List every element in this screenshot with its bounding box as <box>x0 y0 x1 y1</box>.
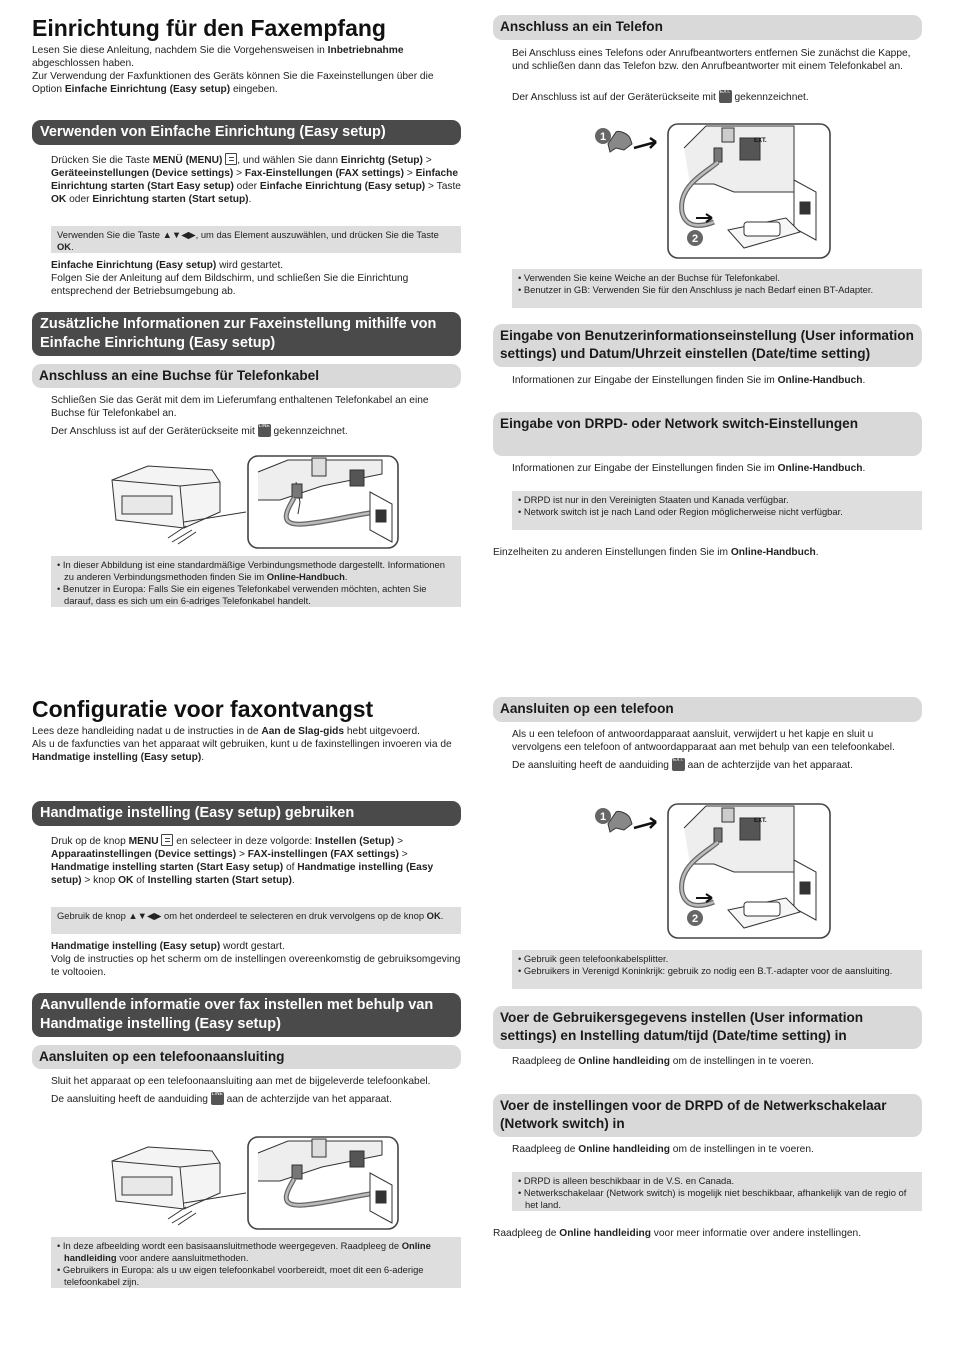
intro-paragraph: Lees deze handleiding nadat u de instructies in de Aan de Slag-gids hebt uitgevoerd. Als u de faxfuncties van het apparaat wilt gebruiken, kunt u de faxinstellingen invoeren via de Handmatige instelling (Easy setup). <box>32 726 452 763</box>
intro-paragraph: Lesen Sie diese Anleitung, nachdem Sie die Vorgehensweisen in Inbetriebnahme abgeschlossen haben. Zur Verwendung der Faxfunktionen des Geräts können Sie die Faxeinstellungen über die Option Einfache Einrichtung (Easy setup) eingeben. <box>32 45 434 95</box>
note-box: • In dieser Abbildung ist eine standardmäßige Verbindungsmethode dargestellt. Informationen zu anderen Verbindungsmethoden finden Sie im Online-Handbuch. • Benutzer in Europa: Falls Sie ein eigenes Telefonkabel verwenden möchten, achten Sie darauf, dass es sich um ein 6-adriges Telefonkabel handelt. <box>51 556 461 607</box>
step-2-label: 2 <box>691 233 699 245</box>
note-box: • DRPD ist nur in den Vereinigten Staaten und Kanada verfügbar. • Network switch ist je nach Land oder Region möglicherweise nicht verfügbar. <box>512 491 922 530</box>
subsection-header-drpd: Eingabe von DRPD- oder Network switch-Einstellungen <box>493 412 922 456</box>
note-box: • DRPD is alleen beschikbaar in de V.S. en Canada. • Netwerkschakelaar (Network switch) is mogelijk niet beschikbaar, afhankelijk van de regio of het land. <box>512 1172 922 1211</box>
section-header-easy-setup: Handmatige instelling (Easy setup) gebruiken <box>32 801 461 826</box>
step-1-label: 1 <box>599 811 607 823</box>
page-title: Configuratie voor faxontvangst <box>32 696 374 722</box>
easy-setup-instructions: Druk op de knop MENU en selecteer in deze volgorde: Instellen (Setup) > Apparaatinstellingen (Device settings) > FAX-instellingen (FAX settings) > Handmatige instelling starten (Start Easy setup) of Handmatige instelling (Easy setup) > knop OK of Instelling starten (Start setup). <box>51 836 434 886</box>
user-info-text: Informationen zur Eingabe der Einstellungen finden Sie im Online-Handbuch. <box>512 375 866 386</box>
arrow-keys-icon: ▲▼◀▶ <box>128 910 162 921</box>
line-jack-marking-text: De aansluiting heeft de aanduiding LINE aan de achterzijde van het apparaat. <box>51 1091 392 1106</box>
telephone-marking-text: Der Anschluss ist auf der Geräterückseite mit EXT. gekennzeichnet. <box>512 89 809 104</box>
closing-text: Einzelheiten zu anderen Einstellungen finden Sie im Online-Handbuch. <box>493 547 819 558</box>
line-jack-text: Schließen Sie das Gerät mit dem im Lieferumfang enthaltenen Telefonkabel an eine Buchse für Telefonkabel an. <box>51 395 429 419</box>
subsection-header-user-info: Eingabe von Benutzerinformationseinstellung (User information settings) und Datum/Uhrzeit einstellen (Date/time setting) <box>493 324 922 367</box>
subsection-header-telephone: Aansluiten op een telefoon <box>493 697 922 722</box>
ext-port-icon: EXT. <box>719 90 732 103</box>
subsection-header-drpd: Voer de instellingen voor de DRPD of de Netwerkschakelaar (Network switch) in <box>493 1094 922 1137</box>
subsection-header-line-jack: Aansluiten op een telefoonaansluiting <box>32 1045 461 1069</box>
page-title: Einrichtung für den Faxempfang <box>32 15 386 41</box>
closing-text: Raadpleeg de Online handleiding voor meer informatie over andere instellingen. <box>493 1228 862 1239</box>
section-header-additional-info: Zusätzliche Informationen zur Faxeinstellung mithilfe von Einfache Einrichtung (Easy setup) <box>32 312 461 356</box>
line-connection-illustration <box>108 1133 400 1233</box>
telephone-text: Als u een telefoon of antwoordapparaat aansluit, verwijdert u het kapje en sluit u vervolgens een telefoon of antwoordapparaat aan met behulp van een telefoonkabel. <box>512 729 895 753</box>
line-connection-illustration <box>108 452 400 552</box>
subsection-header-telephone: Anschluss an ein Telefon <box>493 15 922 40</box>
line-jack-marking-text: Der Anschluss ist auf der Geräterückseite mit LINE gekennzeichnet. <box>51 423 348 438</box>
drpd-text: Raadpleeg de Online handleiding om de instellingen in te voeren. <box>512 1144 814 1155</box>
menu-icon <box>225 153 237 165</box>
ext-port-label: EXT. <box>754 818 767 824</box>
line-jack-text: Sluit het apparaat op een telefoonaansluiting aan met de bijgeleverde telefoonkabel. <box>51 1076 431 1087</box>
note-box: • Verwenden Sie keine Weiche an der Buchse für Telefonkabel. • Benutzer in GB: Verwenden Sie für den Anschluss je nach Bedarf einen BT-Adapter. <box>512 269 922 308</box>
section-header-additional-info: Aanvullende informatie over fax instellen met behulp van Handmatige instelling (Easy setup) <box>32 993 461 1037</box>
step-1-label: 1 <box>599 131 607 143</box>
section-header-easy-setup: Verwenden von Einfache Einrichtung (Easy setup) <box>32 120 461 145</box>
drpd-text: Informationen zur Eingabe der Einstellungen finden Sie im Online-Handbuch. <box>512 463 866 474</box>
line-port-icon: LINE <box>258 424 271 437</box>
telephone-text: Bei Anschluss eines Telefons oder Anrufbeantworters entfernen Sie zunächst die Kappe, und schließen dann das Telefon bzw. den Anrufbeantworter mit einem Telefonkabel an. <box>512 48 911 72</box>
telephone-connection-illustration <box>594 122 834 262</box>
menu-icon <box>161 834 173 846</box>
note-box: • Gebruik geen telefoonkabelsplitter. • Gebruikers in Verenigd Koninkrijk: gebruik zo nodig een B.T.-adapter voor de aansluiting. <box>512 950 922 989</box>
telephone-connection-illustration <box>594 802 834 942</box>
user-info-text: Raadpleeg de Online handleiding om de instellingen in te voeren. <box>512 1056 814 1067</box>
note-box: Gebruik de knop ▲▼◀▶ om het onderdeel te selecteren en druk vervolgens op de knop OK. <box>51 907 461 934</box>
easy-setup-started-text: Einfache Einrichtung (Easy setup) wird gestartet. Folgen Sie der Anleitung auf dem Bildschirm, und schließen Sie die Einrichtung entsprechend der Betriebsumgebung ab. <box>51 260 409 297</box>
note-box: Verwenden Sie die Taste ▲▼◀▶, um das Element auszuwählen, und drücken Sie die Taste OK. <box>51 226 461 253</box>
easy-setup-instructions: Drücken Sie die Taste MENÜ (MENU) , und wählen Sie dann Einrichtg (Setup) > Geräteeinstellungen (Device settings) > Fax-Einstellungen (FAX settings) > Einfache Einrichtung starten (Start Easy setup) oder Einfache Einrichtung (Easy setup) > Taste OK oder Einrichtung starten (Start setup). <box>51 155 461 205</box>
subsection-header-user-info: Voer de Gebruikersgegevens instellen (User information settings) en Instelling datum/tijd (Date/time setting) in <box>493 1006 922 1049</box>
step-2-label: 2 <box>691 913 699 925</box>
ext-port-label: EXT. <box>754 138 767 144</box>
telephone-marking-text: De aansluiting heeft de aanduiding EXT. aan de achterzijde van het apparaat. <box>512 757 853 772</box>
line-port-icon: LINE <box>211 1092 224 1105</box>
arrow-keys-icon: ▲▼◀▶ <box>162 229 196 240</box>
subsection-header-line-jack: Anschluss an eine Buchse für Telefonkabel <box>32 364 461 388</box>
note-box: • In deze afbeelding wordt een basisaansluitmethode weergegeven. Raadpleeg de Online handleiding voor andere aansluitmethoden. • Gebruikers in Europa: als u uw eigen telefoonkabel voorbereidt, moet dit een 6-aderige telefoonkabel zijn. <box>51 1237 461 1288</box>
easy-setup-started-text: Handmatige instelling (Easy setup) wordt gestart. Volg de instructies op het scherm om de instellingen overeenkomstig de gebruiksomgeving te voltooien. <box>51 941 461 978</box>
ext-port-icon: EXT. <box>672 758 685 771</box>
